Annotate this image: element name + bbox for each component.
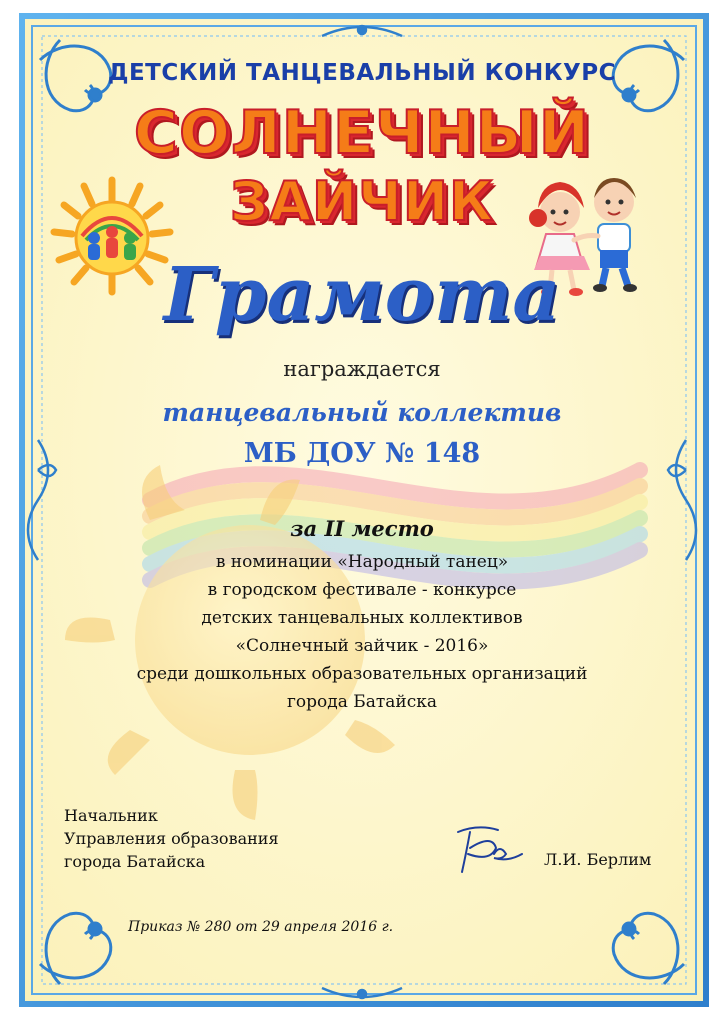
body-line: детских танцевальных коллективов bbox=[201, 608, 523, 628]
body-line: города Батайска bbox=[286, 692, 438, 712]
awarded-label: награждается bbox=[283, 357, 441, 381]
body-line: «Солнечный зайчик - 2016» bbox=[235, 636, 489, 656]
contest-subtitle: ДЕТСКИЙ ТАНЦЕВАЛЬНЫЙ КОНКУРС bbox=[107, 60, 617, 86]
body-line: в номинации «Народный танец» bbox=[215, 552, 509, 572]
signer-position-line: города Батайска bbox=[64, 852, 206, 871]
body-line: в городском фестивале - конкурсе bbox=[207, 580, 517, 600]
recipient-line-1: танцевальный коллектив bbox=[162, 398, 562, 427]
signer-position-line: Управления образования bbox=[64, 829, 279, 848]
body-line: среди дошкольных образовательных организаций bbox=[136, 664, 588, 684]
signer-name: Л.И. Берлим bbox=[544, 850, 652, 869]
order-reference: Приказ № 280 от 29 апреля 2016 г. bbox=[128, 919, 394, 935]
award-place: за II место bbox=[290, 516, 434, 541]
contest-title-line-2: ЗАЙЧИК bbox=[229, 170, 495, 233]
contest-title-line-1: СОЛНЕЧНЫЙ bbox=[133, 98, 591, 168]
certificate-title: Грамота bbox=[163, 252, 561, 338]
signer-position-line: Начальник bbox=[64, 806, 158, 825]
recipient-line-2: МБ ДОУ № 148 bbox=[243, 438, 481, 469]
